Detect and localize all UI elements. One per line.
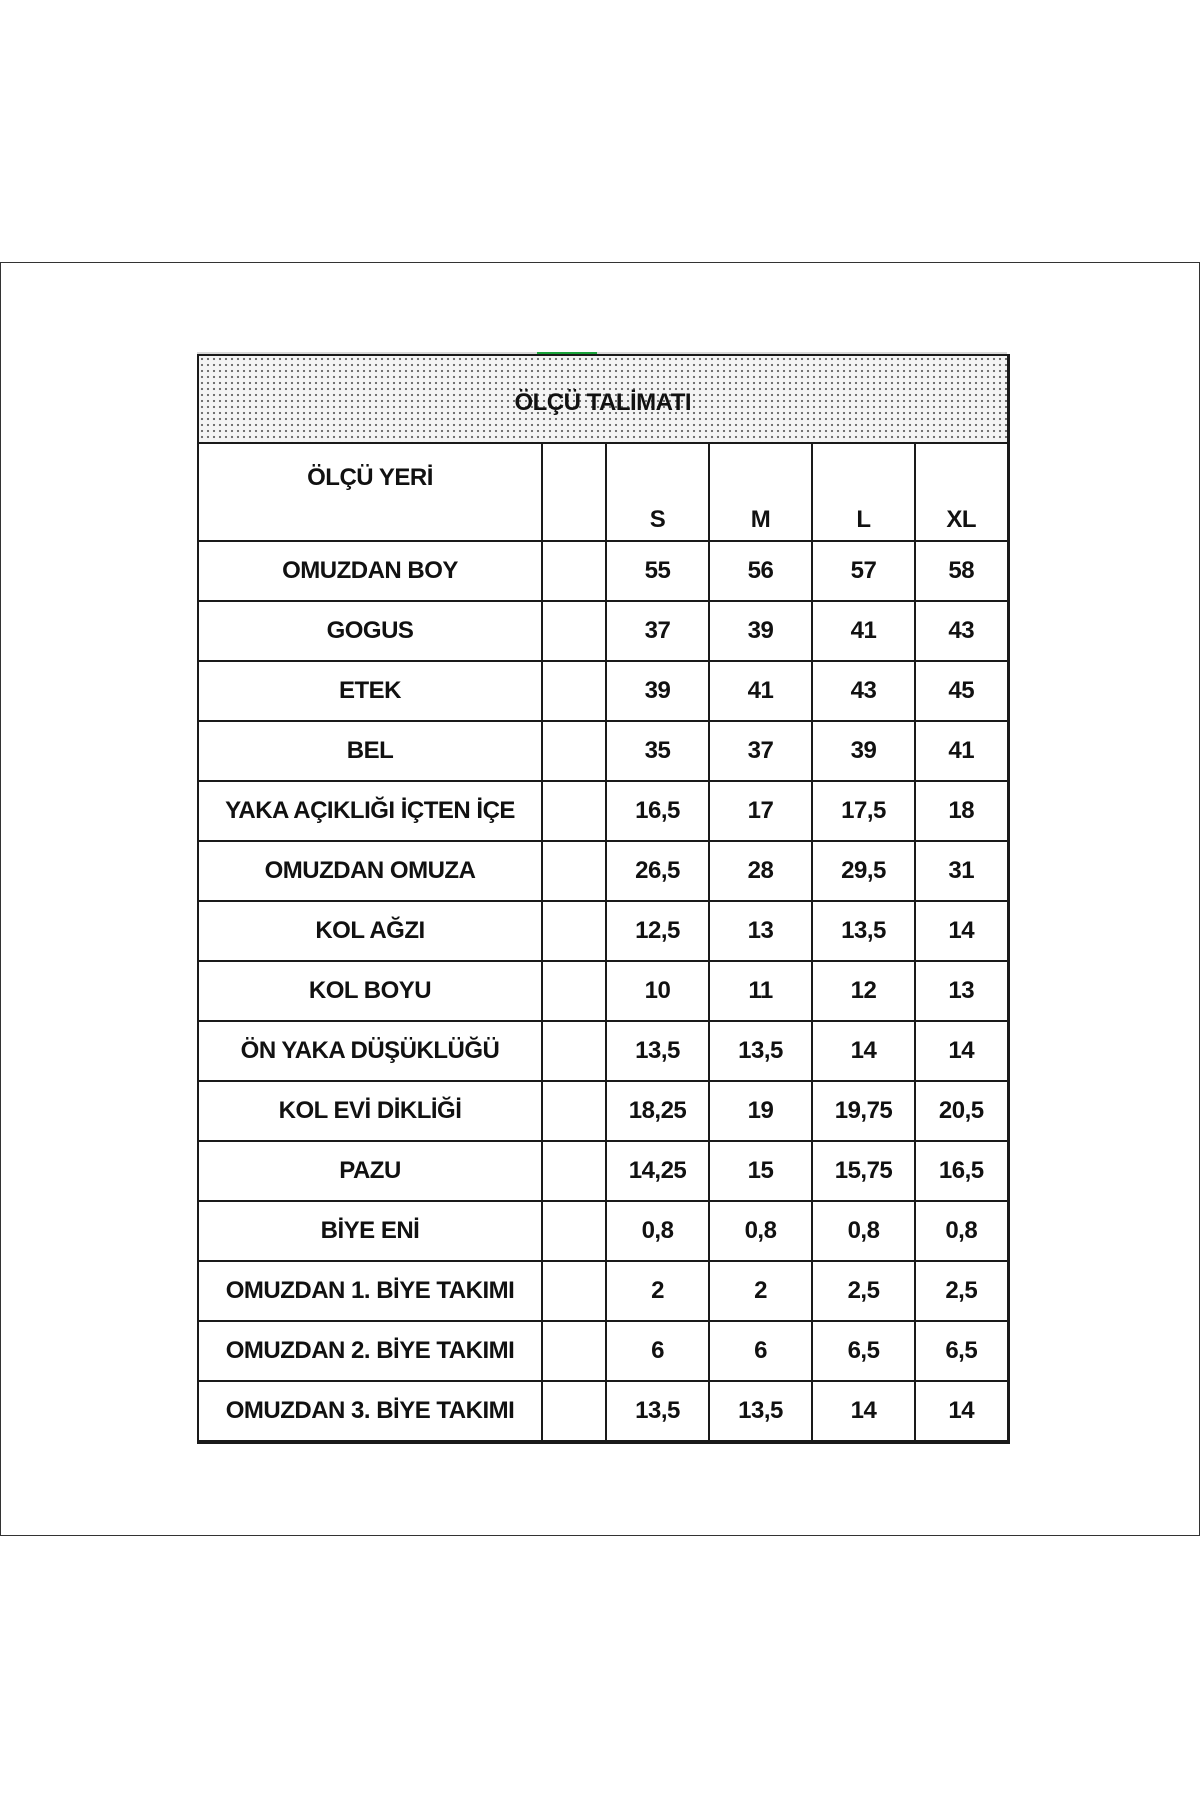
value-cell-xl: 45	[915, 661, 1008, 721]
value-cell-s: 39	[606, 661, 709, 721]
value-cell-xl: 13	[915, 961, 1008, 1021]
value-cell-s: 0,8	[606, 1201, 709, 1261]
value-cell-l: 13,5	[812, 901, 915, 961]
value-cell-xl: 14	[915, 1381, 1008, 1442]
header-label: ÖLÇÜ YERİ	[198, 443, 542, 541]
value-cell-l: 2,5	[812, 1261, 915, 1321]
value-cell-l: 39	[812, 721, 915, 781]
empty-cell	[542, 1081, 606, 1141]
measurement-label: OMUZDAN 1. BİYE TAKIMI	[198, 1261, 542, 1321]
value-cell-l: 14	[812, 1021, 915, 1081]
table-row	[198, 781, 1008, 841]
size-header-l: L	[812, 443, 915, 541]
header-empty-cell	[542, 443, 606, 541]
title-row	[198, 355, 1008, 443]
table-row	[198, 1201, 1008, 1261]
value-cell-l: 43	[812, 661, 915, 721]
table-row	[198, 541, 1008, 601]
measurement-label: BEL	[198, 721, 542, 781]
empty-cell	[542, 541, 606, 601]
value-cell-xl: 2,5	[915, 1261, 1008, 1321]
table-row	[198, 901, 1008, 961]
size-chart-sheet	[197, 354, 1007, 1444]
value-cell-m: 56	[709, 541, 812, 601]
value-cell-s: 55	[606, 541, 709, 601]
value-cell-s: 16,5	[606, 781, 709, 841]
measurement-label: YAKA AÇIKLIĞI İÇTEN İÇE	[198, 781, 542, 841]
value-cell-xl: 31	[915, 841, 1008, 901]
empty-cell	[542, 1381, 606, 1442]
empty-cell	[542, 841, 606, 901]
table-row	[198, 1261, 1008, 1321]
value-cell-xl: 43	[915, 601, 1008, 661]
empty-cell	[542, 1141, 606, 1201]
value-cell-xl: 18	[915, 781, 1008, 841]
value-cell-m: 13	[709, 901, 812, 961]
empty-cell	[542, 721, 606, 781]
empty-cell	[542, 781, 606, 841]
empty-cell	[542, 961, 606, 1021]
measurement-label: OMUZDAN BOY	[198, 541, 542, 601]
value-cell-s: 12,5	[606, 901, 709, 961]
table-row	[198, 661, 1008, 721]
value-cell-m: 41	[709, 661, 812, 721]
size-chart-table	[197, 354, 1010, 1444]
measurement-label: OMUZDAN 2. BİYE TAKIMI	[198, 1321, 542, 1381]
value-cell-s: 37	[606, 601, 709, 661]
chart-title	[198, 355, 1008, 443]
chart-title-text: ÖLÇÜ TALİMATI	[514, 389, 692, 416]
empty-cell	[542, 1021, 606, 1081]
value-cell-m: 11	[709, 961, 812, 1021]
value-cell-l: 17,5	[812, 781, 915, 841]
empty-cell	[542, 601, 606, 661]
size-header-s: S	[606, 443, 709, 541]
value-cell-l: 57	[812, 541, 915, 601]
size-header-m: M	[709, 443, 812, 541]
value-cell-l: 0,8	[812, 1201, 915, 1261]
value-cell-m: 6	[709, 1321, 812, 1381]
measurement-label: OMUZDAN OMUZA	[198, 841, 542, 901]
value-cell-m: 2	[709, 1261, 812, 1321]
measurement-label: ETEK	[198, 661, 542, 721]
value-cell-l: 12	[812, 961, 915, 1021]
value-cell-xl: 16,5	[915, 1141, 1008, 1201]
value-cell-l: 41	[812, 601, 915, 661]
value-cell-s: 13,5	[606, 1381, 709, 1442]
table-row	[198, 601, 1008, 661]
measurement-label: ÖN YAKA DÜŞÜKLÜĞÜ	[198, 1021, 542, 1081]
value-cell-m: 39	[709, 601, 812, 661]
table-row	[198, 1381, 1008, 1442]
table-row	[198, 1021, 1008, 1081]
value-cell-l: 29,5	[812, 841, 915, 901]
table-row	[198, 1141, 1008, 1201]
header-row	[198, 443, 1008, 541]
measurement-label: OMUZDAN 3. BİYE TAKIMI	[198, 1381, 542, 1442]
value-cell-l: 19,75	[812, 1081, 915, 1141]
measurement-label: PAZU	[198, 1141, 542, 1201]
value-cell-s: 6	[606, 1321, 709, 1381]
value-cell-m: 37	[709, 721, 812, 781]
value-cell-l: 14	[812, 1381, 915, 1442]
value-cell-s: 2	[606, 1261, 709, 1321]
value-cell-m: 0,8	[709, 1201, 812, 1261]
value-cell-s: 13,5	[606, 1021, 709, 1081]
value-cell-xl: 0,8	[915, 1201, 1008, 1261]
measurement-label: KOL AĞZI	[198, 901, 542, 961]
empty-cell	[542, 1201, 606, 1261]
table-row	[198, 721, 1008, 781]
measurement-label: KOL BOYU	[198, 961, 542, 1021]
empty-cell	[542, 1321, 606, 1381]
empty-cell	[542, 901, 606, 961]
value-cell-xl: 41	[915, 721, 1008, 781]
value-cell-l: 15,75	[812, 1141, 915, 1201]
value-cell-xl: 20,5	[915, 1081, 1008, 1141]
table-row	[198, 1321, 1008, 1381]
table-row	[198, 1081, 1008, 1141]
value-cell-xl: 6,5	[915, 1321, 1008, 1381]
measurement-label: KOL EVİ DİKLİĞİ	[198, 1081, 542, 1141]
value-cell-m: 13,5	[709, 1381, 812, 1442]
value-cell-m: 19	[709, 1081, 812, 1141]
value-cell-s: 26,5	[606, 841, 709, 901]
value-cell-xl: 14	[915, 901, 1008, 961]
value-cell-m: 13,5	[709, 1021, 812, 1081]
empty-cell	[542, 1261, 606, 1321]
empty-cell	[542, 661, 606, 721]
value-cell-m: 15	[709, 1141, 812, 1201]
measurement-label: BİYE ENİ	[198, 1201, 542, 1261]
value-cell-m: 17	[709, 781, 812, 841]
value-cell-m: 28	[709, 841, 812, 901]
value-cell-s: 10	[606, 961, 709, 1021]
table-row	[198, 841, 1008, 901]
value-cell-s: 35	[606, 721, 709, 781]
value-cell-xl: 58	[915, 541, 1008, 601]
size-header-xl: XL	[915, 443, 1008, 541]
value-cell-xl: 14	[915, 1021, 1008, 1081]
measurement-label: GOGUS	[198, 601, 542, 661]
value-cell-s: 18,25	[606, 1081, 709, 1141]
value-cell-l: 6,5	[812, 1321, 915, 1381]
table-row	[198, 961, 1008, 1021]
value-cell-s: 14,25	[606, 1141, 709, 1201]
